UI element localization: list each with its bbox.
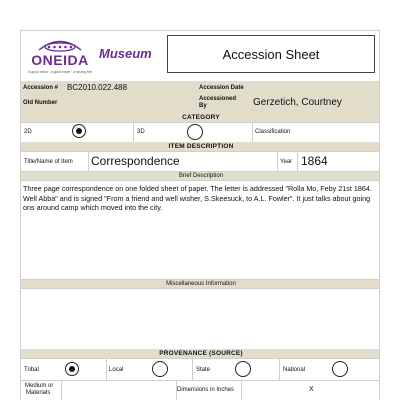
category-2d-radio[interactable] <box>72 124 86 138</box>
accession-date-value[interactable] <box>256 83 376 93</box>
old-number-value[interactable] <box>67 98 187 108</box>
provenance-tribal-label: Tribal <box>24 367 39 373</box>
logo-tagline: A good mind · a good heart · a strong fire <box>28 70 92 74</box>
medium-value[interactable] <box>64 383 174 395</box>
accessioned-by-value[interactable]: Gerzetich, Courtney <box>253 97 342 108</box>
medium-label-line1: Medium or <box>25 383 54 389</box>
radio-selected-dot <box>69 366 75 372</box>
provenance-state-radio[interactable] <box>235 361 251 377</box>
provenance-local-radio[interactable] <box>152 361 168 377</box>
title-name-value[interactable]: Correspondence <box>91 154 180 168</box>
oneida-logo <box>25 35 95 81</box>
accessioned-by-label-line1: Accessioned <box>199 96 237 102</box>
title-name-label: Title/Name of Item <box>24 159 73 165</box>
medium-label-line2: Materials <box>26 390 51 396</box>
title-box <box>167 35 375 73</box>
year-value[interactable]: 1864 <box>301 154 328 168</box>
year-label: Year <box>280 159 293 165</box>
page-title: Accession Sheet <box>222 47 320 62</box>
provenance-tribal-radio[interactable] <box>65 362 79 376</box>
accession-sheet <box>20 30 380 400</box>
provenance-header: PROVENANCE (SOURCE) <box>21 349 380 358</box>
misc-info-header: Miscellaneous Information <box>21 280 380 288</box>
dimensions-label: Dimensions in Inches <box>177 387 235 393</box>
category-3d-label: 3D <box>137 129 145 135</box>
classification-value[interactable] <box>311 126 376 138</box>
dimensions-separator: X <box>309 386 314 393</box>
accession-date-label: Accession Date <box>199 85 244 91</box>
category-header: CATEGORY <box>21 113 380 122</box>
provenance-state-label: State <box>196 367 211 373</box>
radio-selected-dot <box>76 128 82 134</box>
old-number-label: Old Number <box>23 100 58 106</box>
accessioned-by-label-line2: By <box>199 103 207 109</box>
brief-description-header: Brief Description <box>21 172 380 180</box>
category-2d-label: 2D <box>24 129 32 135</box>
logo-wordmark: ONEIDA <box>31 52 89 68</box>
item-description-header: ITEM DESCRIPTION <box>21 142 380 151</box>
misc-info-text[interactable] <box>23 292 378 347</box>
classification-label: Classification <box>255 129 291 135</box>
accession-number-value[interactable]: BC2010.022.488 <box>67 83 128 92</box>
museum-label: Museum <box>99 46 152 61</box>
brief-description-text[interactable]: Three page correspondence on one folded sheet of paper. The letter is addressed "Rolla Mo, Feby 21st 1864. Well Abba" and is signed "From a friend and well wisher, S.Skeesuck, to A.L. Fowler". It just talks about going ons around camp which moved into the city. <box>23 184 372 213</box>
provenance-national-radio[interactable] <box>332 361 348 377</box>
oneida-emblem-icon <box>25 35 95 53</box>
provenance-national-label: National <box>283 367 306 373</box>
provenance-local-label: Local <box>109 367 124 373</box>
category-3d-radio[interactable] <box>187 124 203 140</box>
accession-number-label: Accession # <box>23 85 59 91</box>
